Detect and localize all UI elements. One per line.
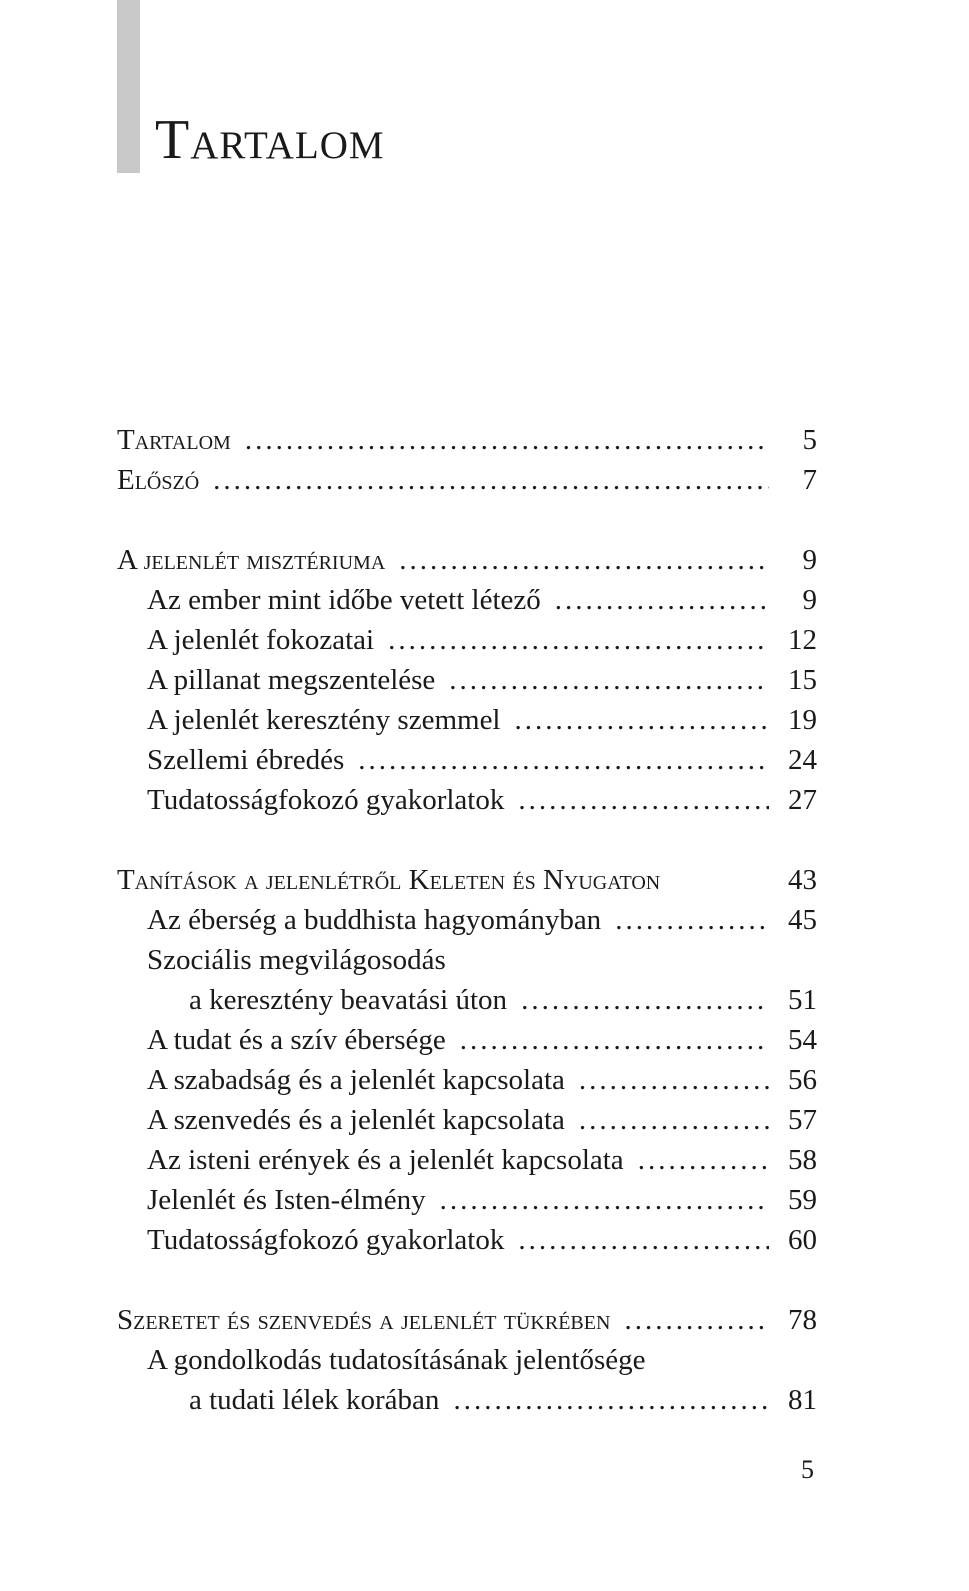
toc-subentry[interactable] <box>117 900 817 940</box>
toc-dot-leader <box>460 1020 769 1060</box>
toc-subentry[interactable] <box>117 780 817 820</box>
toc-dot-leader <box>624 1300 769 1340</box>
toc-entry-title: a tudati lélek korában <box>189 1384 440 1416</box>
toc-entry-page: 51 <box>788 984 817 1016</box>
toc-chapter-entry[interactable] <box>117 420 817 460</box>
toc-subentry[interactable] <box>117 1140 817 1180</box>
toc-entry-title: A tudat és a szív ébersége <box>147 1024 446 1056</box>
toc-entry-title: A jelenlét fokozatai <box>147 624 375 656</box>
toc-entry-page: 58 <box>788 1144 817 1176</box>
toc-dot-leader <box>579 1060 769 1100</box>
toc-dot-leader <box>518 1220 769 1260</box>
toc-entry-page: 9 <box>802 544 817 576</box>
toc-entry-title: Tanítások a jelenlétről Keleten és Nyugaton <box>117 864 661 896</box>
toc-dot-leader <box>638 1140 769 1180</box>
toc-entry-page: 54 <box>788 1024 817 1056</box>
toc-dot-leader <box>440 1180 769 1220</box>
page-title: Tartalom <box>155 109 385 171</box>
toc-entry-page: 9 <box>802 584 817 616</box>
toc-subentry[interactable] <box>117 660 817 700</box>
toc-subentry[interactable] <box>117 580 817 620</box>
toc-dot-leader <box>521 980 769 1020</box>
toc-subentry[interactable] <box>117 940 817 980</box>
toc-subentry[interactable] <box>117 740 817 780</box>
toc-dot-leader <box>579 1100 769 1140</box>
section-gap <box>117 1260 817 1300</box>
title-accent-bar <box>117 0 140 173</box>
toc-subentry[interactable] <box>117 700 817 740</box>
toc-entry-page: 27 <box>788 784 817 816</box>
toc-dot-leader <box>453 1380 769 1420</box>
toc-subentry[interactable] <box>117 1180 817 1220</box>
toc-entry-page: 5 <box>802 424 817 456</box>
toc-entry-page: 19 <box>788 704 817 736</box>
toc-entry-page: 78 <box>788 1304 817 1336</box>
toc-entry-page: 45 <box>788 904 817 936</box>
toc-entry-title: Tudatosságfokozó gyakorlatok <box>147 1224 505 1256</box>
toc-chapter-entry[interactable] <box>117 1300 817 1340</box>
toc-subentry[interactable] <box>117 1100 817 1140</box>
toc-entry-page: 12 <box>788 624 817 656</box>
toc-entry-title: Tudatosságfokozó gyakorlatok <box>147 784 505 816</box>
toc-dot-leader <box>358 740 769 780</box>
toc-dot-leader <box>518 780 769 820</box>
toc-entry-title: A gondolkodás tudatosításának jelentősége <box>147 1344 646 1376</box>
toc-entry-title: Jelenlét és Isten-élmény <box>147 1184 426 1216</box>
toc-entry-title: A szabadság és a jelenlét kapcsolata <box>147 1064 565 1096</box>
section-gap <box>117 500 817 540</box>
table-of-contents <box>117 420 817 1420</box>
toc-dot-leader <box>213 460 769 500</box>
toc-dot-leader <box>245 420 769 460</box>
toc-subentry[interactable] <box>117 980 817 1020</box>
toc-entry-page: 56 <box>788 1064 817 1096</box>
toc-entry-title: A szenvedés és a jelenlét kapcsolata <box>147 1104 565 1136</box>
toc-subentry[interactable] <box>117 1060 817 1100</box>
toc-chapter-entry[interactable] <box>117 860 817 900</box>
toc-dot-leader <box>399 540 769 580</box>
toc-entry-title: Szeretet és szenvedés a jelenlét tükrében <box>117 1304 611 1336</box>
toc-entry-page: 43 <box>788 864 817 896</box>
toc-dot-leader <box>515 700 770 740</box>
toc-subentry[interactable] <box>117 1340 817 1380</box>
toc-entry-title: Szellemi ébredés <box>147 744 345 776</box>
toc-entry-page: 57 <box>788 1104 817 1136</box>
toc-subentry[interactable] <box>117 1220 817 1260</box>
toc-entry-title: Tartalom <box>117 424 231 456</box>
toc-dot-leader <box>615 900 769 940</box>
toc-dot-leader <box>449 660 769 700</box>
page-number: 5 <box>801 1455 814 1484</box>
section-gap <box>117 820 817 860</box>
toc-chapter-entry[interactable] <box>117 460 817 500</box>
toc-chapter-entry[interactable] <box>117 540 817 580</box>
toc-entry-page: 81 <box>788 1384 817 1416</box>
toc-entry-title: Az ember mint időbe vetett létező <box>147 584 541 616</box>
toc-entry-page: 60 <box>788 1224 817 1256</box>
toc-entry-title: Előszó <box>117 464 200 496</box>
toc-dot-leader <box>388 620 769 660</box>
toc-entry-title: A pillanat megszentelése <box>147 664 436 696</box>
toc-dot-leader <box>555 580 769 620</box>
toc-entry-title: A jelenlét misztériuma <box>117 544 386 576</box>
toc-entry-title: A jelenlét keresztény szemmel <box>147 704 501 736</box>
toc-entry-title: a keresztény beavatási úton <box>189 984 508 1016</box>
toc-entry-title: Az éberség a buddhista hagyományban <box>147 904 602 936</box>
toc-entry-title: Szociális megvilágosodás <box>147 944 446 976</box>
toc-entry-page: 7 <box>802 464 817 496</box>
toc-entry-title: Az isteni erények és a jelenlét kapcsolata <box>147 1144 624 1176</box>
toc-subentry[interactable] <box>117 1020 817 1060</box>
toc-entry-page: 59 <box>788 1184 817 1216</box>
toc-entry-page: 24 <box>788 744 817 776</box>
toc-entry-page: 15 <box>788 664 817 696</box>
toc-subentry[interactable] <box>117 1380 817 1420</box>
toc-subentry[interactable] <box>117 620 817 660</box>
